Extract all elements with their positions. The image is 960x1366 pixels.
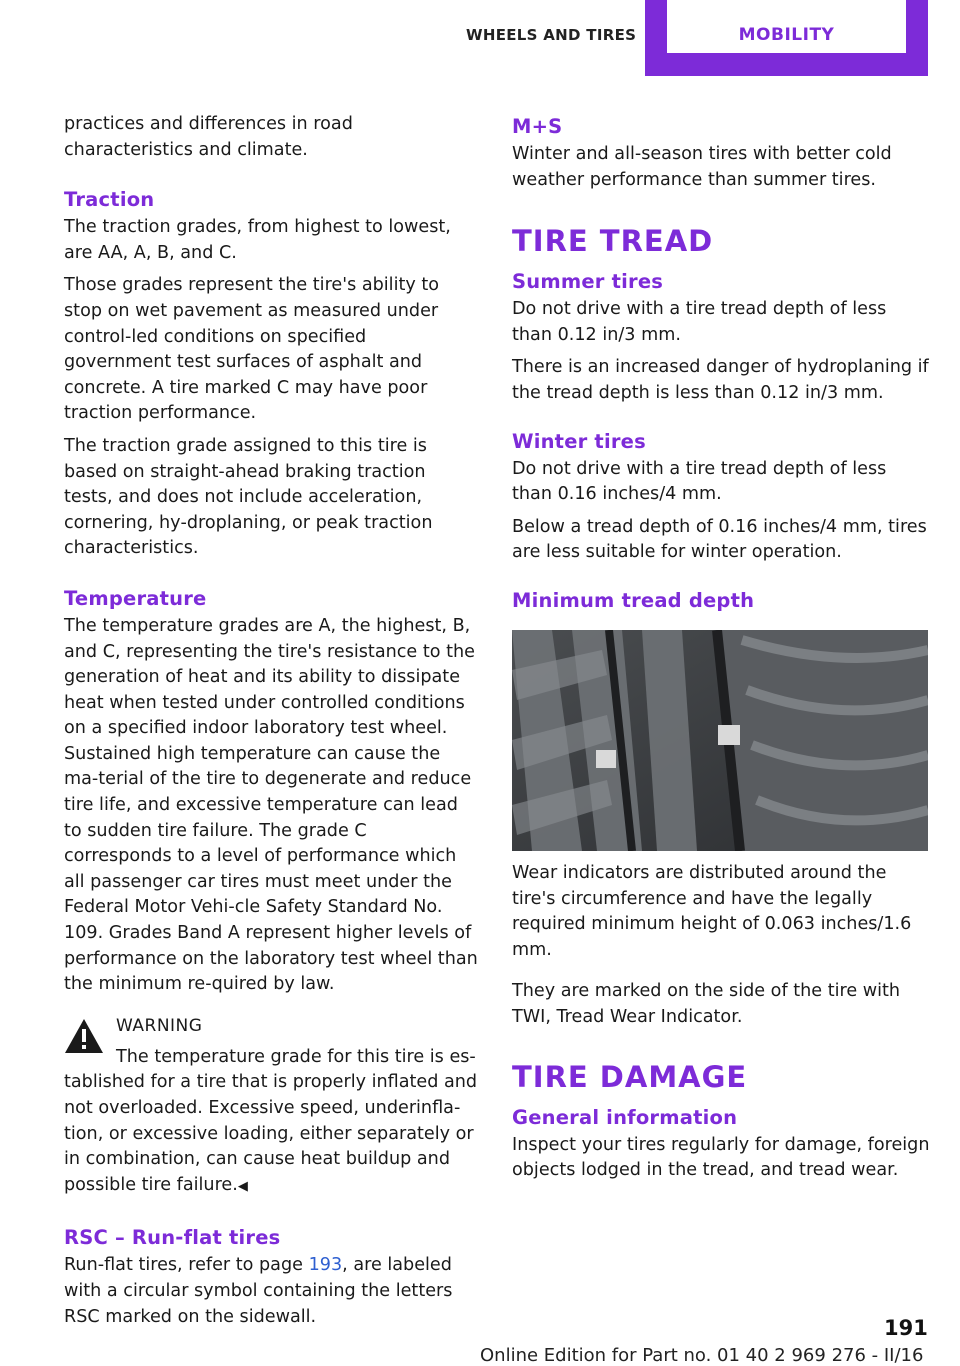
warning-body	[64, 1045, 478, 1200]
left-column	[64, 112, 478, 1337]
warning-triangle-icon	[64, 1018, 104, 1054]
ms-paragraph: Winter and all-season tires with better cold weather performance than summer tires.	[512, 144, 892, 190]
chapter-tab-label: MOBILITY	[667, 0, 906, 53]
summer-tires-heading: Summer tires	[512, 270, 664, 294]
traction-paragraph-2: Those grades represent the tire's ability to stop on wet pavement as measured under control‐led conditions on specified government test surfaces of asphalt and concrete. A tire marked C may have poor traction performance.	[64, 275, 440, 424]
warning-body-text: The temperature grade for this tire is es‐tablished for a tire that is properly inflated and not overloaded. Excessive speed, underinfla‐tion, or excessive loading, either separately or in combination, can cause heat buildup and possible tire failure.	[64, 1046, 478, 1195]
winter-paragraph-2: Below a tread depth of 0.16 inches/4 mm, tires are less suitable for winter operation.	[512, 516, 927, 563]
rsc-heading: RSC – Run-flat tires	[64, 1226, 281, 1250]
tire-tread-heading: TIRE TREAD	[512, 224, 714, 259]
general-information-paragraph: Inspect your tires regularly for damage, foreign objects lodged in the tread, and tread wear.	[512, 1134, 930, 1181]
chapter-tab	[645, 0, 928, 76]
edition-footer: Online Edition for Part no. 01 40 2 969 276 - II/16	[480, 1345, 924, 1366]
wear-indicator-paragraph: Wear indicators are distributed around the tire's circumference and have the legally required minimum height of 0.063 inches/1.6 mm.	[512, 862, 912, 960]
ms-heading: M+S	[512, 115, 563, 138]
end-mark-icon: ◀	[237, 1178, 248, 1194]
tire-tread-wear-indicator-image	[512, 630, 928, 851]
traction-paragraph-3: The traction grade assigned to this tire is based on straight-ahead braking traction tests, and does not include acceleration, cornering, hy‐droplaning, or peak traction characteristics.	[64, 435, 433, 559]
warning-box	[64, 1014, 478, 1200]
summer-paragraph-2: There is an increased danger of hydroplaning if the tread depth is less than 0.12 in/3 mm.	[512, 357, 929, 403]
winter-tires-heading: Winter tires	[512, 429, 646, 453]
winter-paragraph-1: Do not drive with a tire tread depth of less than 0.16 inches/4 mm.	[512, 458, 887, 505]
traction-paragraph-1: The traction grades, from highest to lowest, are AA, A, B, and C.	[64, 217, 451, 263]
minimum-tread-heading: Minimum tread depth	[512, 588, 755, 612]
running-header-section: WHEELS AND TIRES	[466, 26, 637, 44]
twi-paragraph: They are marked on the side of the tire with TWI, Tread Wear Indicator.	[512, 981, 901, 1027]
right-column	[512, 112, 930, 1191]
rsc-text-before: Run-flat tires, refer to page	[64, 1255, 309, 1276]
intro-paragraph: practices and differences in road characteristics and climate.	[64, 114, 353, 160]
warning-title: WARNING	[116, 1015, 203, 1036]
page-number: 191	[884, 1316, 928, 1340]
traction-heading: Traction	[64, 188, 155, 212]
page-link-193[interactable]: 193	[308, 1255, 343, 1276]
rsc-paragraph	[64, 1253, 478, 1330]
summer-paragraph-1: Do not drive with a tire tread depth of less than 0.12 in/3 mm.	[512, 299, 887, 345]
temperature-paragraph: The temperature grades are A, the highest, B, and C, representing the tire's resistance to the generation of heat and its ability to dissipate heat when tested under controlled conditions on a specified indoor laboratory test wheel. Sustained high temperature can cause the ma‐terial of the tire to degenerate and reduce tire life, and excessive temperature can lead to sudden tire failure. The grade C corresponds to a level of performance which all passenger car tires must meet under the Federal Motor Vehi‐cle Safety Standard No. 109. Grades Band A represent higher levels of performance on the laboratory test wheel than the minimum re‐quired by law.	[64, 615, 478, 995]
tire-damage-heading: TIRE DAMAGE	[512, 1059, 748, 1094]
temperature-heading: Temperature	[64, 586, 207, 610]
rsc-text-after: , are labeled with a circular symbol containing the letters RSC marked on the sidewall.	[64, 1255, 453, 1327]
general-information-heading: General information	[512, 1105, 738, 1129]
